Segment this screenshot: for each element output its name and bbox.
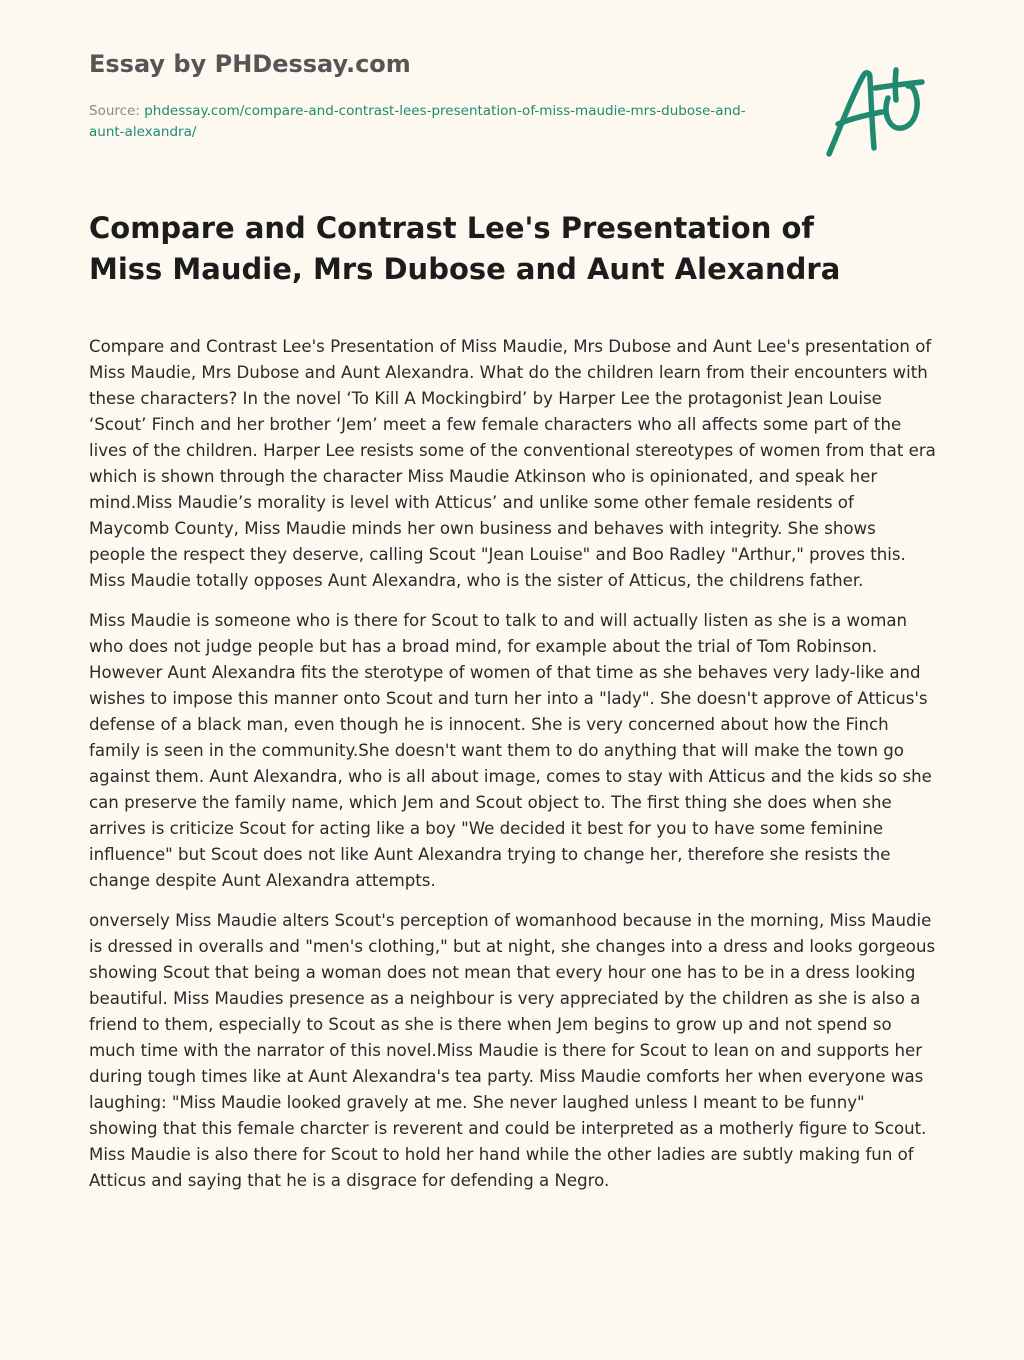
paragraph: Compare and Contrast Lee's Presentation of Miss Maudie, Mrs Dubose and Aunt Lee's presentation of Miss Maudie, Mrs Dubose and Aunt Alexandra. What do the children learn from their encounters with these characters? In the novel ‘To Kill A Mockingbird’ by Harper Lee the protagonist Jean Louise ‘Scout’ Finch and her brother ‘Jem’ meet a few female characters who all affects some part of the lives of the children. Harper Lee resists some of the conventional stereotypes of women from that era which is shown through the character Miss Maudie Atkinson who is opinionated, and speak her mind.Miss Maudie’s morality is level with Atticus’ and unlike some other female residents of Maycomb County, Miss Maudie minds her own business and behaves with integrity. She shows people the respect they deserve, calling Scout "Jean Louise" and Boo Radley "Arthur," proves this. Miss Maudie totally opposes Aunt Alexandra, who is the sister of Atticus, the childrens father. bbox=[89, 337, 936, 590]
article-body bbox=[89, 334, 937, 1208]
a-plus-logo-icon bbox=[820, 62, 930, 162]
paragraph: onversely Miss Maudie alters Scout's perception of womanhood because in the morning, Miss Maudie is dressed in overalls and "men's clothing," but at night, she changes into a dress and looks gorgeous showing Scout that being a woman does not mean that every hour one has to be in a dress looking beautiful. Miss Maudies presence as a neighbour is very appreciated by the children as she is also a friend to them, especially to Scout as she is there when Jem begins to grow up and not spend so much time with the narrator of this novel.Miss Maudie is there for Scout to lean on and supports her during tough times like at Aunt Alexandra's tea party. Miss Maudie comforts her when everyone was laughing: "Miss Maudie looked gravely at me. She never laughed unless I meant to be funny" showing that this female charcter is reverent and could be interpreted as a motherly figure to Scout. Miss Maudie is also there for Scout to hold her hand while the other ladies are subtly making fun of Atticus and saying that he is a disgrace for defending a Negro. bbox=[89, 911, 936, 1190]
source-label: Source: bbox=[89, 103, 145, 119]
article-title: Compare and Contrast Lee's Presentation of Miss Maudie, Mrs Dubose and Aunt Alexandra bbox=[89, 211, 841, 286]
source-line bbox=[89, 101, 769, 143]
paragraph: Miss Maudie is someone who is there for Scout to talk to and will actually listen as she is a woman who does not judge people but has a broad mind, for example about the trial of Tom Robinson. However Aunt Alexandra fits the sterotype of women of that time as she behaves very lady-like and wishes to impose this manner onto Scout and turn her into a "lady". She doesn't approve of Atticus's defense of a black man, even though he is innocent. She is very concerned about how the Finch family is seen in the community.She doesn't want them to do anything that will make the town go against them. Aunt Alexandra, who is all about image, comes to stay with Atticus and the kids so she can preserve the family name, which Jem and Scout object to. The first thing she does when she arrives is criticize Scout for acting like a boy "We decided it best for you to have some feminine influence" but Scout does not like Aunt Alexandra trying to change her, therefore she resists the change despite Aunt Alexandra attempts. bbox=[89, 611, 932, 890]
source-link[interactable]: phdessay.com/compare-and-contrast-lees-presentation-of-miss-maudie-mrs-dubose-and-aunt-alexandra/ bbox=[89, 103, 746, 140]
site-brand: Essay by PHDessay.com bbox=[89, 50, 411, 78]
